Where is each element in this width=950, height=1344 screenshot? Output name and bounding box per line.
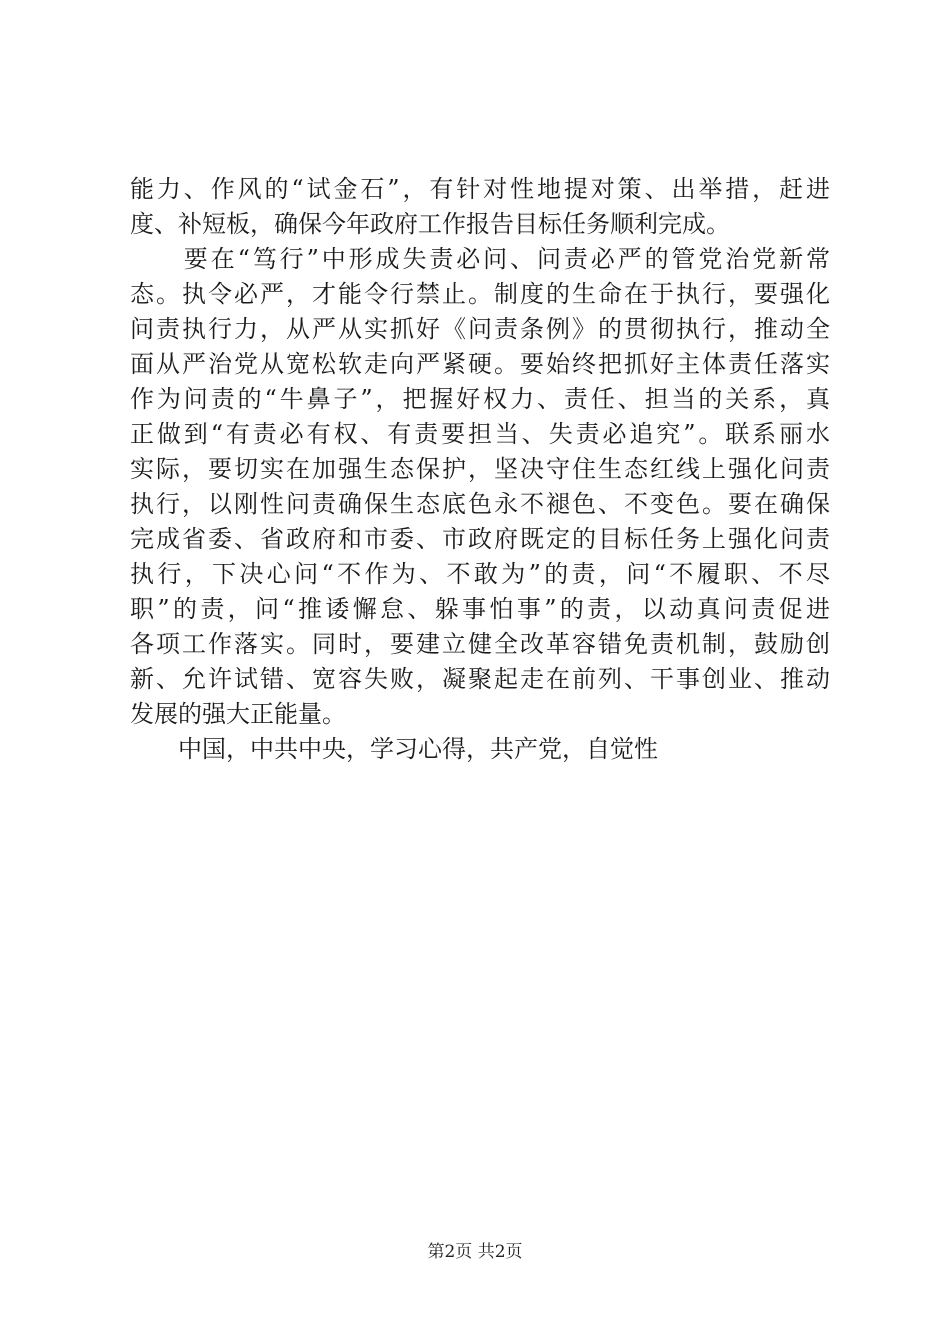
text-line: 发展的强大正能量。 (130, 700, 346, 728)
page-number-label: 第2页 共2页 (427, 1242, 523, 1262)
text-line: 作为问责的“牛鼻子”，把握好权力、责任、担当的关系，真 (130, 385, 830, 413)
text-line: 新、允许试错、宽容失败，凝聚起走在前列、干事创业、推动 (130, 665, 830, 693)
text-line: 执行，以刚性问责确保生态底色永不褪色、不变色。要在确保 (130, 490, 830, 518)
page-footer (0, 1240, 950, 1264)
text-line: 正做到“有责必有权、有责要担当、失责必追究”。联系丽水 (130, 420, 830, 448)
body-text (130, 172, 830, 767)
text-line: 实际，要切实在加强生态保护，坚决守住生态红线上强化问责 (130, 455, 830, 483)
text-line: 面从严治党从宽松软走向严紧硬。要始终把抓好主体责任落实 (130, 350, 830, 378)
text-line: 完成省委、省政府和市委、市政府既定的目标任务上强化问责 (130, 525, 830, 553)
text-line: 各项工作落实。同时，要建立健全改革容错免责机制，鼓励创 (130, 630, 830, 658)
text-line: 度、补短板，确保今年政府工作报告目标任务顺利完成。 (130, 210, 730, 238)
text-line: 态。执令必严，才能令行禁止。制度的生命在于执行，要强化 (130, 280, 830, 308)
text-line: 要在“笃行”中形成失责必问、问责必严的管党治党新常 (130, 245, 830, 273)
text-line: 执行，下决心问“不作为、不敢为”的责，问“不履职、不尽 (130, 560, 830, 588)
keywords-line: 中国，中共中央，学习心得，共产党，自觉性 (130, 735, 658, 763)
text-line: 能力、作风的“试金石”，有针对性地提对策、出举措，赶进 (130, 175, 830, 203)
text-line: 职”的责，问“推诿懈怠、躲事怕事”的责，以动真问责促进 (130, 595, 830, 623)
text-line: 问责执行力，从严从实抓好《问责条例》的贯彻执行，推动全 (130, 315, 830, 343)
